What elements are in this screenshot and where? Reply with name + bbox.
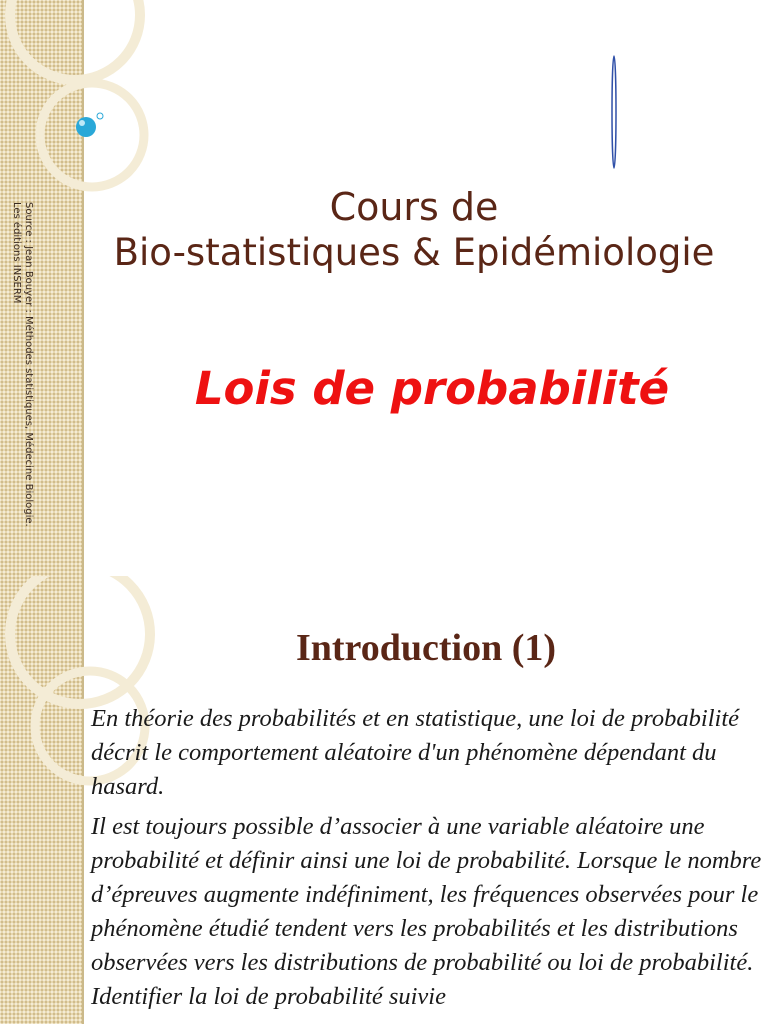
course-title bbox=[60, 184, 768, 276]
decorative-side-band bbox=[0, 576, 84, 1024]
paragraph-2: Il est toujours possible d’associer à une variable aléatoire une probabilité et définir ainsi une loi de probabilité. Lorsque le nombre d’épreuves augmente indéfiniment, les fréquences observées pour le phénomène étudié tendent vers les probabilités et les distributions observées vers les distributions de probabilité ou loi de probabilité. Identifier la loi de probabilité suivie bbox=[91, 813, 762, 1010]
course-title-line2: Bio-statistiques & Epidémiologie bbox=[113, 231, 715, 274]
body-text bbox=[91, 702, 763, 1020]
slide-heading: Introduction (1) bbox=[295, 627, 557, 669]
introduction-slide bbox=[0, 576, 768, 1024]
lesson-title: Lois de probabilité bbox=[194, 362, 670, 415]
course-title-line1: Cours de bbox=[329, 185, 499, 229]
source-note-line1: Source : Jean Bouyer : Méthodes statistiques, Médecine Biologie. bbox=[23, 202, 34, 527]
source-note bbox=[4, 202, 34, 574]
paragraph-1: En théorie des probabilités et en statistique, une loi de probabilité décrit le comportement aléatoire d'un phénomène dépendant du hasard. bbox=[91, 705, 740, 800]
small-bubble-icon bbox=[97, 113, 103, 119]
source-note-line2: Les éditions INSERM bbox=[11, 202, 22, 304]
thin-ellipse-mark bbox=[612, 56, 616, 168]
